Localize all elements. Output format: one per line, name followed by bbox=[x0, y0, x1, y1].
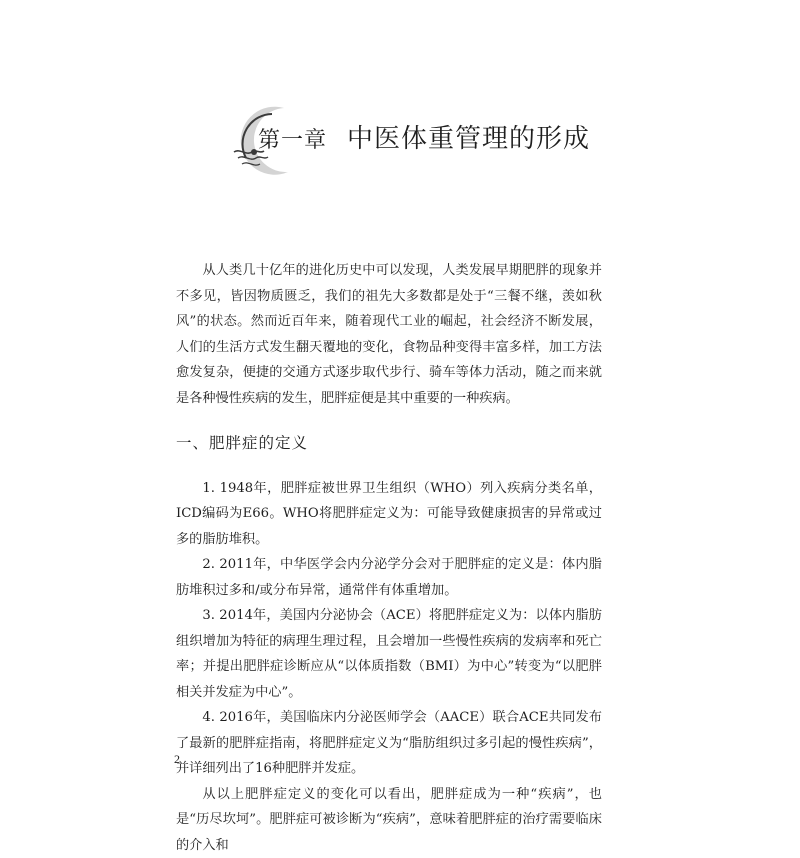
chapter-title: 中医体重管理的形成 bbox=[347, 124, 590, 154]
section-heading: 一、肥胖症的定义 bbox=[176, 431, 602, 457]
definition-item-2: 2. 2011年，中华医学会内分泌学分会对于肥胖症的定义是：体内脂肪堆积过多和/或分布异常，通常伴有体重增加。 bbox=[176, 552, 602, 603]
chapter-heading bbox=[258, 118, 590, 155]
definition-item-3: 3. 2014年，美国内分泌协会（ACE）将肥胖症定义为：以体内脂肪组织增加为特征的病理生理过程，且会增加一些慢性疾病的发病率和死亡率；并提出肥胖症诊断应从“以体质指数（BMI）为中心”转变为“以肥胖相关并发症为中心”。 bbox=[176, 603, 602, 705]
chapter-number: 第一章 bbox=[258, 128, 327, 153]
page-body bbox=[176, 258, 602, 858]
definition-item-4: 4. 2016年，美国临床内分泌医师学会（AACE）联合ACE共同发布了最新的肥胖症指南，将肥胖症定义为“脂肪组织过多引起的慢性疾病”，并详细列出了16种肥胖并发症。 bbox=[176, 705, 602, 782]
intro-paragraph: 从人类几十亿年的进化历史中可以发现，人类发展早期肥胖的现象并不多见，皆因物质匮乏，我们的祖先大多数都是处于“三餐不继，羡如秋风”的状态。然而近百年来，随着现代工业的崛起，社会经济不断发展，人们的生活方式发生翻天覆地的变化，食物品种变得丰富多样，加工方法愈发复杂，便捷的交通方式逐步取代步行、骑车等体力活动，随之而来就是各种慢性疾病的发生，肥胖症便是其中重要的一种疾病。 bbox=[176, 258, 602, 411]
closing-paragraph: 从以上肥胖症定义的变化可以看出，肥胖症成为一种“疾病”，也是“历尽坎坷”。肥胖症可被诊断为“疾病”，意味着肥胖症的治疗需要临床的介入和 bbox=[176, 782, 602, 858]
definition-item-1: 1. 1948年，肥胖症被世界卫生组织（WHO）列入疾病分类名单，ICD编码为E66。WHO将肥胖症定义为：可能导致健康损害的异常或过多的脂肪堆积。 bbox=[176, 476, 602, 553]
page-number: 2 bbox=[174, 752, 180, 767]
